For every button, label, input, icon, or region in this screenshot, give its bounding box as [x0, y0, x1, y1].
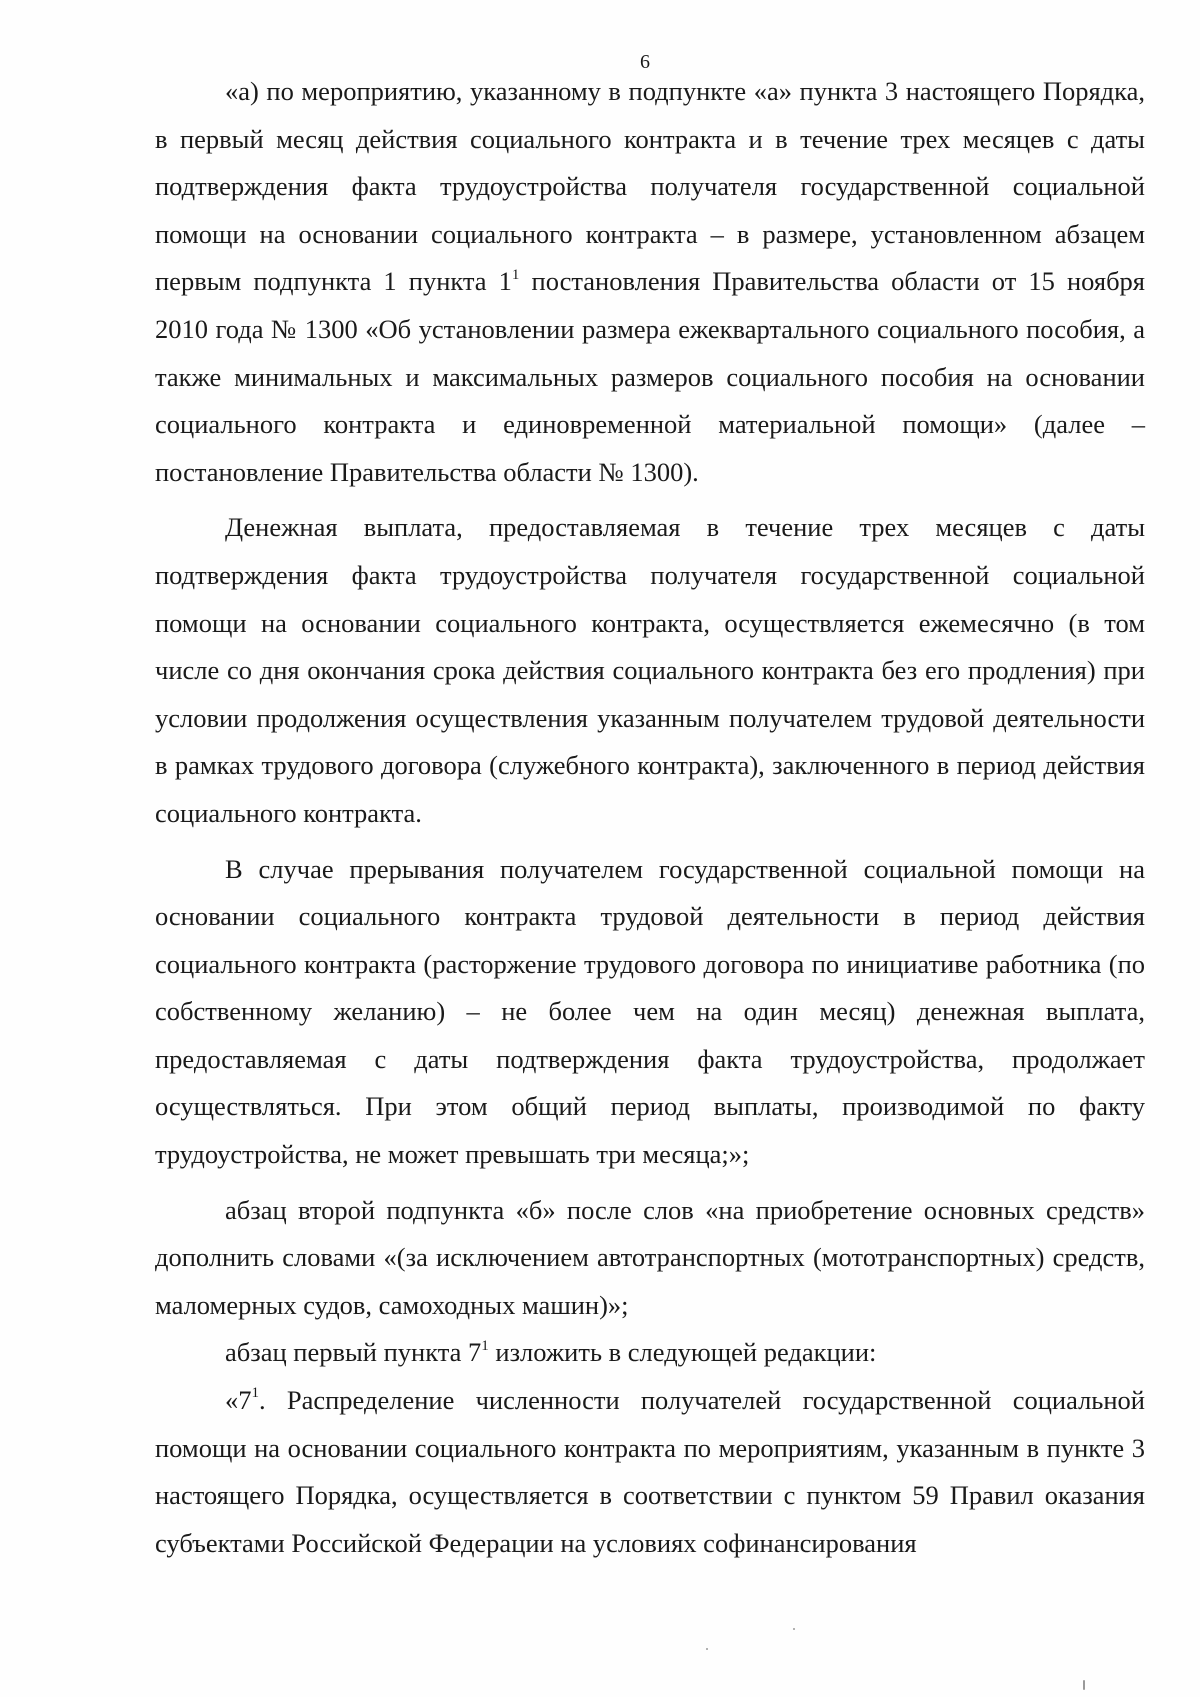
paragraph-monthly-payment: Денежная выплата, предоставляемая в течение трех месяцев с даты подтверждения факта трудоустройства получателя государственной социальной помощи на основании социального контракта, осуществляется ежемесячно (в том числе со дня окончания срока действия социального контракта без его продления) при условии продолжения осуществления указанным получателем трудовой деятельности в рамках трудового договора (служебного контракта), заключенного в период действия социального контракта.	[155, 512, 1145, 828]
paragraph-item-7-1	[155, 1377, 1145, 1567]
paragraph-subparagraph-a	[155, 68, 1145, 496]
superscript: 1	[481, 1337, 489, 1354]
superscript: 1	[511, 266, 520, 283]
paragraph-text: «7	[225, 1385, 252, 1416]
scan-speck	[1083, 1680, 1085, 1690]
paragraph-text: . Распределение численности получателей государственной социальной помощи на основании социального контракта по мероприятиям, указанным в пункте 3 настоящего Порядка, осуществляется в соответствии с пунктом 59 Правил оказания субъектами Российской Федерации на условиях софинансирования	[155, 1385, 1145, 1558]
superscript: 1	[251, 1385, 259, 1402]
scan-speck	[793, 1628, 795, 1630]
paragraph-item-7-1-intro	[155, 1329, 1145, 1377]
paragraph-text: изложить в следующей редакции:	[488, 1337, 877, 1368]
paragraph-text: «а) по мероприятию, указанному в подпункте «а» пункта 3 настоящего Порядка, в первый месяц действия социального контракта и в течение трех месяцев с даты подтверждения факта трудоустройства получателя государственной социальной помощи на основании социального контракта – в размере, установленном абзацем первым подпункта 1 пункта 1	[155, 76, 1145, 297]
scan-speck	[706, 1648, 708, 1650]
page-number: 6	[640, 51, 650, 73]
paragraph-text: абзац первый пункта 7	[225, 1337, 482, 1368]
paragraph-text: постановления Правительства области от 15 ноября 2010 года № 1300 «Об установлении размера ежеквартального социального пособия, а также минимальных и максимальных размеров социального пособия на основании социального контракта и единовременной материальной помощи» (далее – постановление Правительства области № 1300).	[155, 266, 1145, 487]
paragraph-interruption: В случае прерывания получателем государственной социальной помощи на основании социального контракта трудовой деятельности в период действия социального контракта (расторжение трудового договора по инициативе работника (по собственному желанию) – не более чем на один месяц) денежная выплата, предоставляемая с даты подтверждения факта трудоустройства, продолжает осуществляться. При этом общий период выплаты, производимой по факту трудоустройства, не может превышать три месяца;»;	[155, 853, 1145, 1170]
document-body	[155, 68, 1145, 1567]
paragraph-subparagraph-b: абзац второй подпункта «б» после слов «на приобретение основных средств» дополнить словами «(за исключением автотранспортных (мототранспортных) средств, маломерных судов, самоходных машин)»;	[155, 1194, 1145, 1320]
